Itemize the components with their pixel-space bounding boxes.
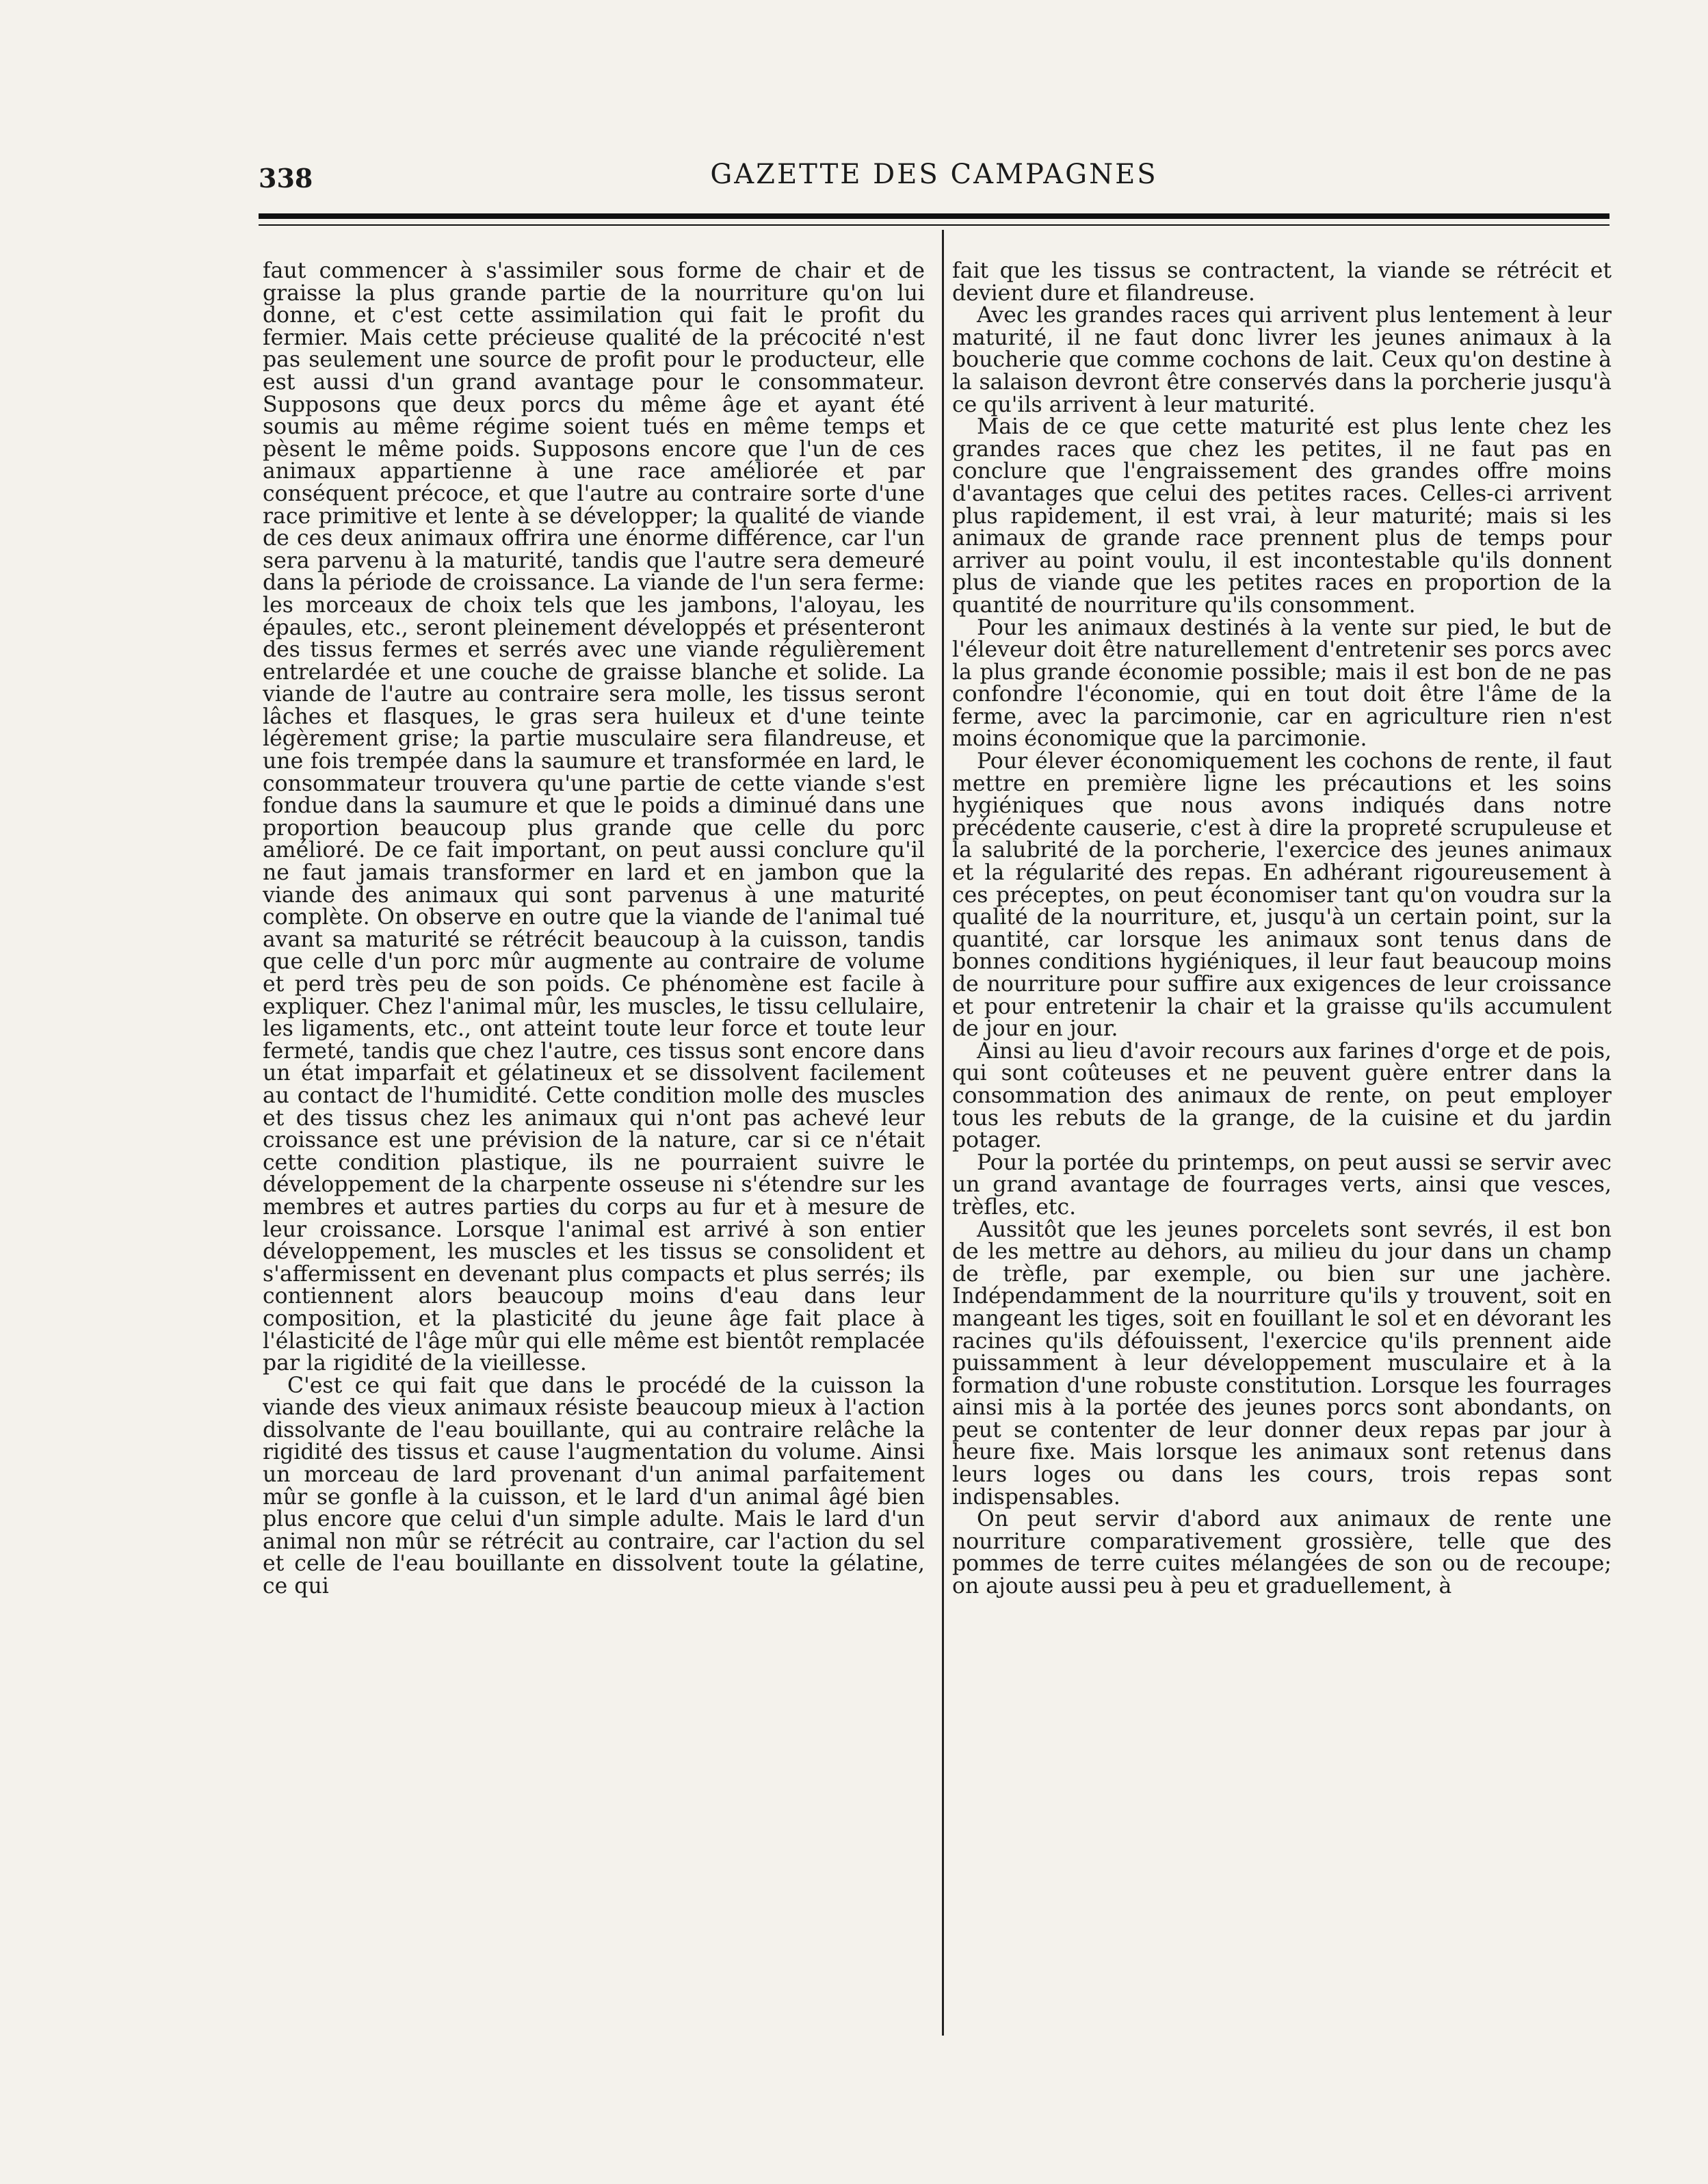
paragraph: Mais de ce que cette maturité est plus lente chez les grandes races que chez les petites, il ne faut pas en conclure que l'engraissement des grandes offre moins d'avantages que celui des petites races. Celles-ci arrivent plus rapidement, il est vrai, à leur maturité; mais si les animaux de grande race prennent plus de temps pour arriver au point voulu, il est incontestable qu'ils donnent plus de viande que les petites races en proportion de la quantité de nourriture qu'ils consomment. <box>952 415 1612 618</box>
paragraph: Pour élever économiquement les cochons de rente, il faut mettre en première ligne les précautions et les soins hygiéniques que nous avons indiqués dans notre précédente causerie, c'est à dire la propreté scrupuleuse et la salubrité de la porcherie, l'exercice des jeunes animaux et la régularité des repas. En adhérant rigoureusement à ces préceptes, on peut économiser tant qu'on voudra sur la qualité de la nourriture, et, jusqu'à un certain point, sur la quantité, car lorsque les animaux sont tenus dans de bonnes conditions hygiéniques, il leur faut beaucoup moins de nourriture pour suffire aux exigences de leur croissance et pour entretenir la chair et la graisse qu'ils accumulent de jour en jour. <box>952 749 1612 1042</box>
paragraph: Aussitôt que les jeunes porcelets sont sevrés, il est bon de les mettre au dehors, au milieu du jour dans un champ de trèfle, par exemple, ou bien sur une jachère. Indépendamment de la nourriture qu'ils y trouvent, soit en mangeant les tiges, soit en fouillant le sol et en dévorant les racines qu'ils défouissent, l'exercice qu'ils prennent aide puissamment à leur développement musculaire et à la formation d'une robuste constitution. Lorsque les fourrages ainsi mis à la portée des jeunes porcs sont abondants, on peut se contenter de leur donner deux repas par jour à heure fixe. Mais lorsque les animaux sont retenus dans leurs loges ou dans les cours, trois repas sont indispensables. <box>952 1217 1612 1510</box>
right-column <box>952 260 1612 2038</box>
header-rule-thick <box>259 213 1610 219</box>
page-number: 338 <box>259 163 313 194</box>
paragraph: Ainsi au lieu d'avoir recours aux farines d'orge et de pois, qui sont coûteuses et ne peuvent guère entrer dans la consommation des animaux de rente, on peut employer tous les rebuts de la grange, de la cuisine et du jardin potager. <box>952 1038 1612 1153</box>
column-divider <box>942 230 944 2036</box>
paragraph: Pour la portée du printemps, on peut aussi se servir avec un grand avantage de fourrages verts, ainsi que vesces, trèfles, etc. <box>952 1150 1612 1220</box>
paragraph: Pour les animaux destinés à la vente sur pied, le but de l'éleveur doit être naturellement d'entretenir ses porcs avec la plus grande économie possible; mais il est bon de ne pas confondre l'économie, qui en tout doit être l'âme de la ferme, avec la parcimonie, car en agriculture rien n'est moins économique que la parcimonie. <box>952 615 1612 752</box>
left-column <box>263 260 925 2038</box>
paragraph: C'est ce qui fait que dans le procédé de la cuisson la viande des vieux animaux résiste beaucoup mieux à l'action dissolvante de l'eau bouillante, qui au contraire relâche la rigidité des tissus et cause l'augmentation du volume. Ainsi un morceau de lard provenant d'un animal parfaitement mûr se gonfle à la cuisson, et le lard d'un animal âgé bien plus encore que celui d'un simple adulte. Mais le lard d'un animal non mûr se rétrécit au contraire, car l'action du sel et celle de l'eau bouillante en dissolvent toute la gélatine, ce qui <box>263 1373 925 1599</box>
paragraph: faut commencer à s'assimiler sous forme de chair et de graisse la plus grande partie de la nourriture qu'on lui donne, et c'est cette assimilation qui fait le profit du fermier. Mais cette précieuse qualité de la précocité n'est pas seulement une source de profit pour le producteur, elle est aussi d'un grand avantage pour le consommateur. Supposons que deux porcs du même âge et ayant été soumis au même régime soient tués en même temps et pèsent le même poids. Supposons encore que l'un de ces animaux appartienne à une race améliorée et par conséquent précoce, et que l'autre au contraire sorte d'une race primitive et lente à se développer; la qualité de viande de ces deux animaux offrira une énorme différence, car l'un sera parvenu à la maturité, tandis que l'autre sera demeuré dans la période de croissance. La viande de l'un sera ferme: les morceaux de choix tels que les jambons, l'aloyau, les épaules, etc., seront pleinement développés et présenteront des tissus fermes et serrés avec une viande régulièrement entrelardée et une couche de graisse blanche et solide. La viande de l'autre au contraire sera molle, les tissus seront lâches et flasques, le gras sera huileux et d'une teinte légèrement grise; la partie musculaire sera filandreuse, et une fois trempée dans la saumure et transformée en lard, le consommateur trouvera qu'une partie de cette viande s'est fondue dans la saumure et que le poids a diminué dans une proportion beaucoup plus grande que celle du porc amélioré. De ce fait important, on peut aussi conclure qu'il ne faut jamais transformer en lard et en jambon que la viande des animaux qui sont parvenus à une maturité complète. On observe en outre que la viande de l'animal tué avant sa maturité se rétrécit beaucoup à la cuisson, tandis que celle d'un porc mûr augmente au contraire de volume et perd très peu de son poids. Ce phénomène est facile à expliquer. Chez l'animal mûr, les muscles, le tissu cellulaire, les ligaments, etc., ont atteint toute leur force et toute leur fermeté, tandis que chez l'autre, ces tissus sont encore dans un état imparfait et gélatineux et se dissolvent facilement au contact de l'humidité. Cette condition molle des muscles et des tissus chez les animaux qui n'ont pas achevé leur croissance est une prévision de la nature, car si ce n'était cette condition plastique, ils ne pourraient suivre le développement de la charpente osseuse ni s'étendre sur les membres et autres parties du corps au fur et à mesure de leur croissance. Lorsque l'animal est arrivé à son entier développement, les muscles et les tissus se consolident et s'affermissent en devenant plus compacts et plus serrés; ils contiennent alors beaucoup moins d'eau dans leur composition, et la plasticité du jeune âge fait place à l'élasticité de l'âge mûr qui elle même est bientôt remplacée par la rigidité de la vieillesse. <box>263 260 925 1376</box>
paragraph: On peut servir d'abord aux animaux de rente une nourriture comparativement grossière, telle que des pommes de terre cuites mélangées de son ou de recoupe; on ajoute aussi peu à peu et graduellement, à <box>952 1507 1612 1599</box>
page-header <box>259 159 1610 200</box>
running-title: GAZETTE DES CAMPAGNES <box>710 159 1158 190</box>
paragraph: Avec les grandes races qui arrivent plus lentement à leur maturité, il ne faut donc livrer les jeunes animaux à la boucherie que comme cochons de lait. Ceux qu'on destine à la salaison devront être conservés dans la porcherie jusqu'à ce qu'ils arrivent à leur maturité. <box>952 303 1612 417</box>
paragraph: fait que les tissus se contractent, la viande se rétrécit et devient dure et filandreuse. <box>952 260 1612 306</box>
header-rule-thin <box>259 224 1610 226</box>
